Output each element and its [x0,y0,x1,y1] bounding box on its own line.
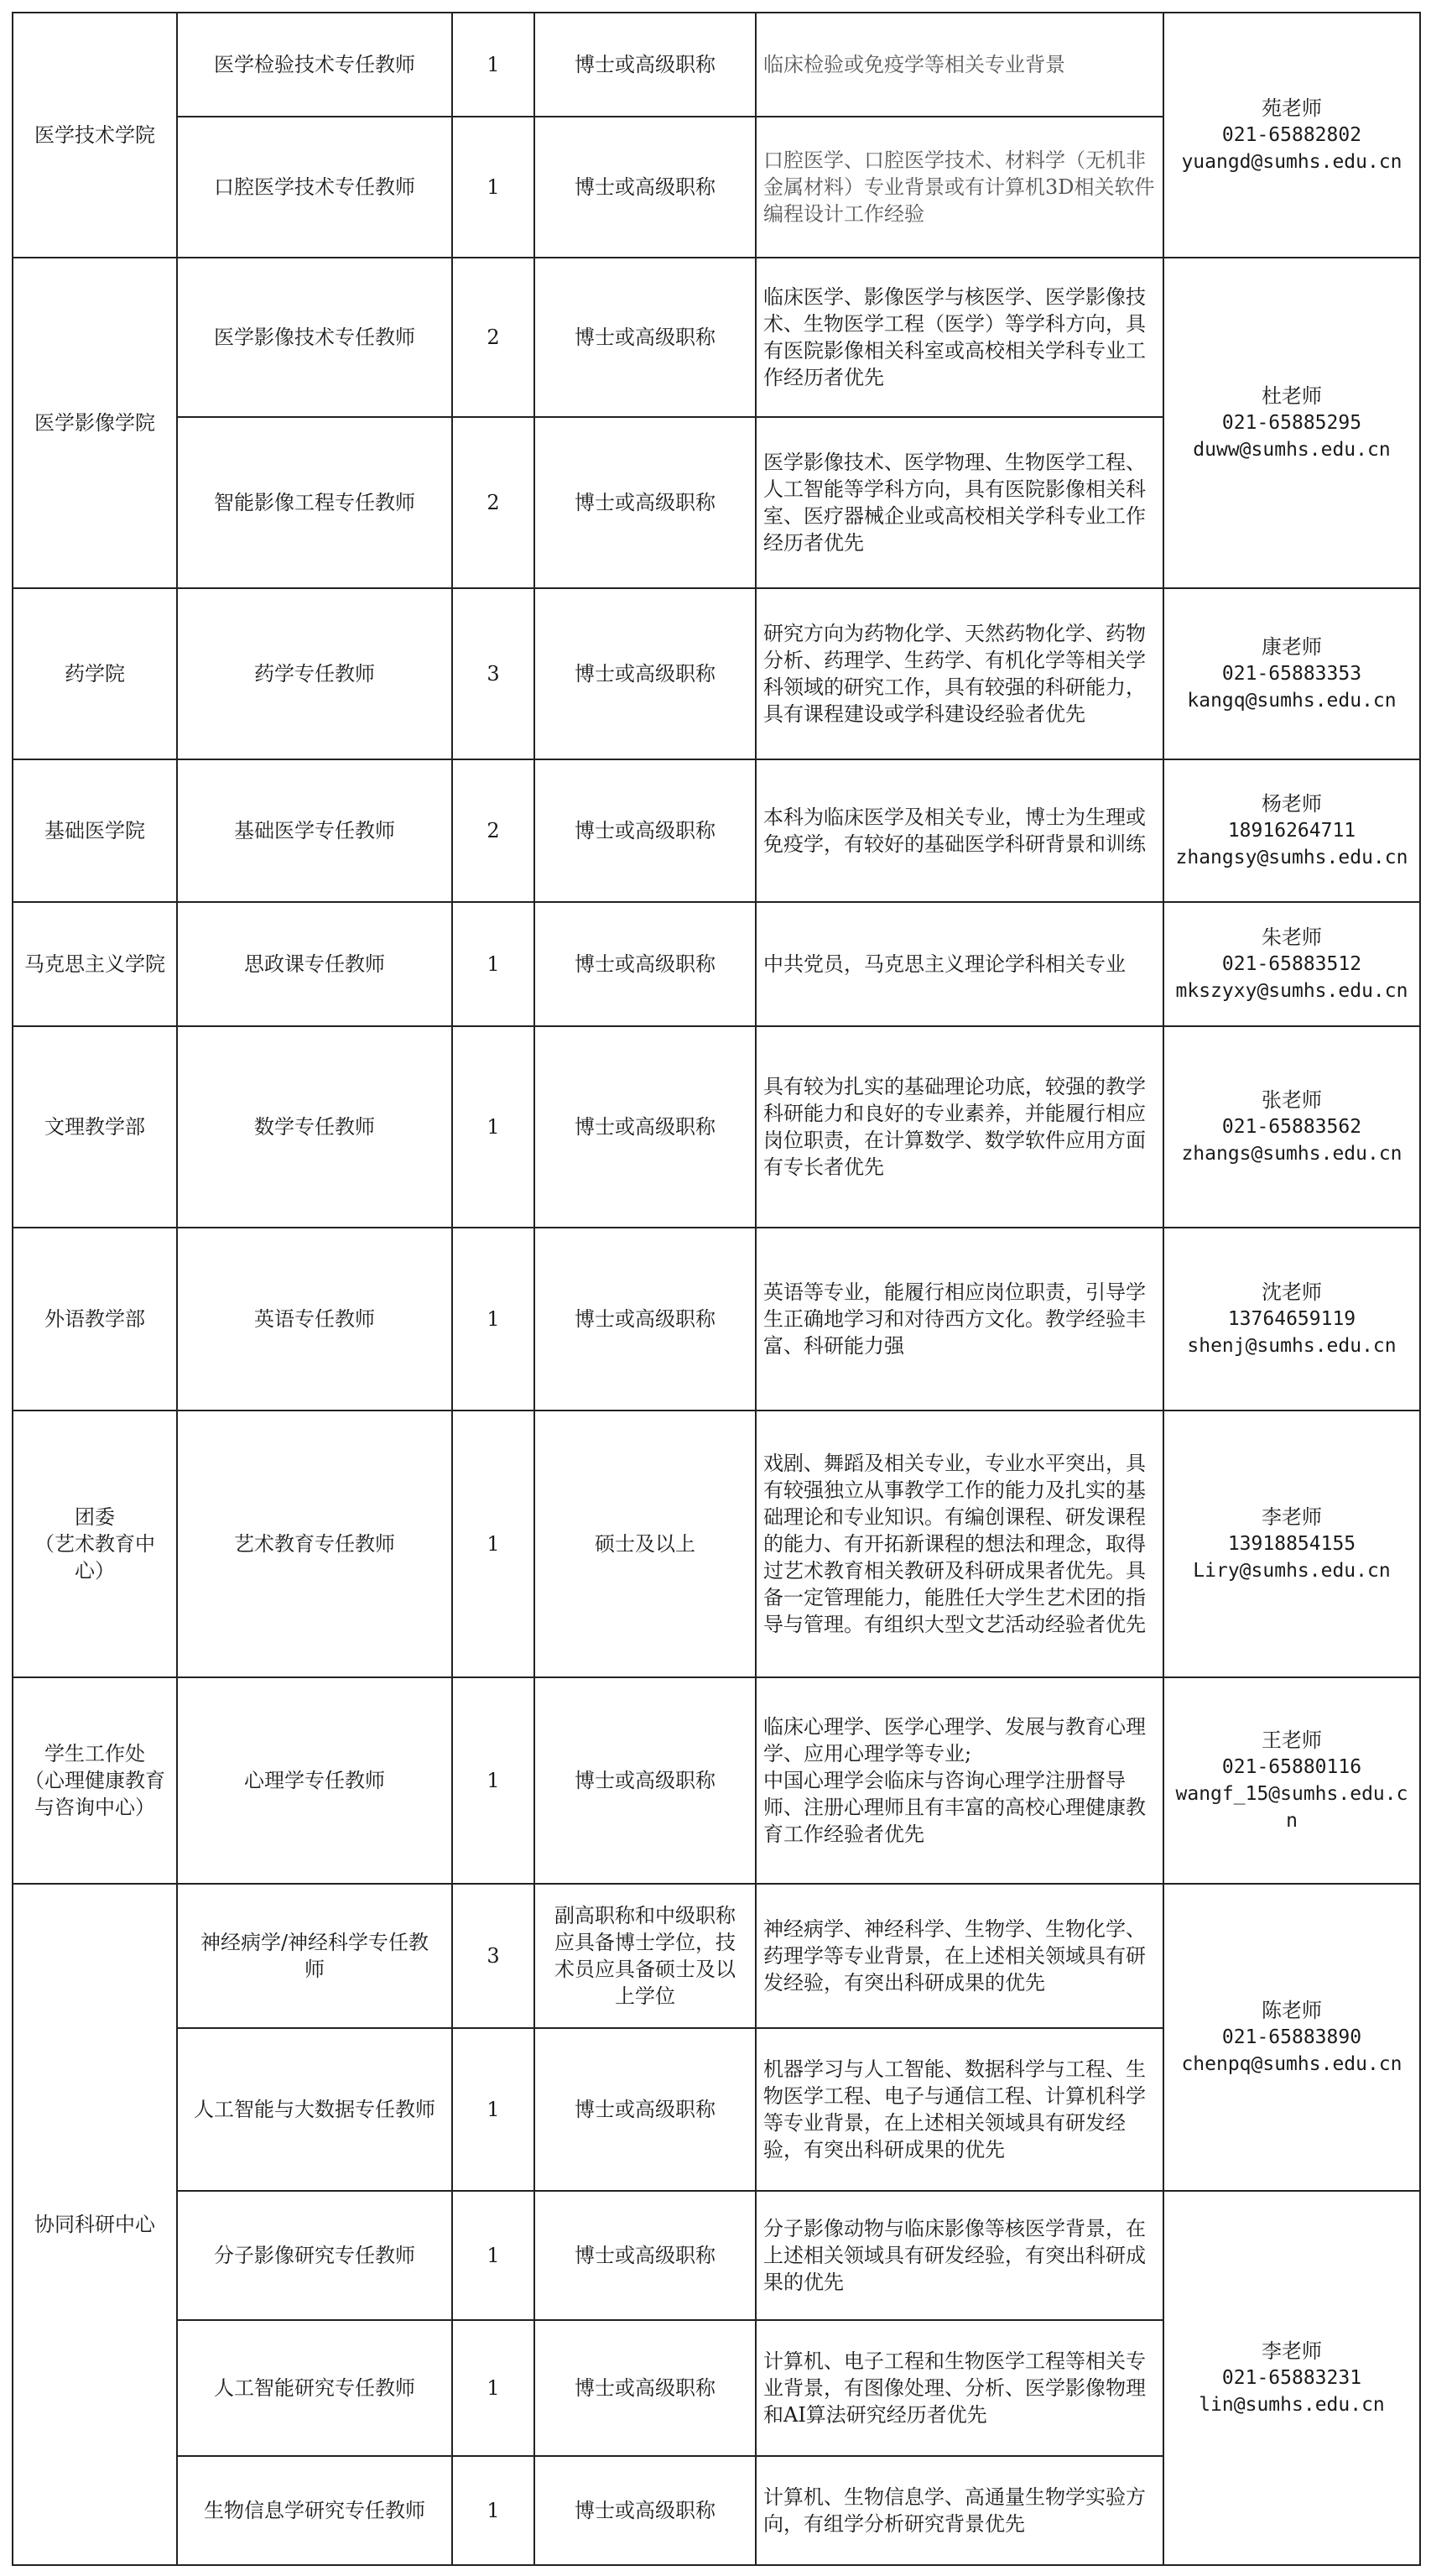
req-cell: 神经病学、神经科学、生物学、生物化学、药理学等专业背景，在上述相关领域具有研发经验，有突出科研成果的优先 [756,1884,1163,2028]
contact-phone: 021-65880116 [1221,1756,1362,1778]
req-cell: 口腔医学、口腔医学技术、材料学（无机非金属材料）专业背景或有计算机3D相关软件编程设计工作经验 [756,117,1163,258]
contact-cell [1163,258,1420,588]
qual-cell: 博士或高级职称 [534,117,756,258]
dept-cell: 基础医学院 [13,759,177,902]
qual-cell: 博士或高级职称 [534,2456,756,2565]
num-cell: 1 [452,1677,534,1884]
post-cell [177,1884,452,2028]
dept-cell: 协同科研中心 [13,1884,177,2565]
num-cell: 1 [452,117,534,258]
contact-phone: 021-65885295 [1221,412,1362,434]
qual-cell: 博士或高级职称 [534,2028,756,2191]
contact-phone: 021-65883353 [1221,663,1362,685]
contact-name: 沈老师 [1262,1280,1322,1304]
contact-cell [1163,759,1420,902]
contact-email[interactable]: yuangd@sumhs.edu.cn [1181,151,1402,173]
num-cell: 1 [452,1228,534,1411]
contact-cell [1163,1884,1420,2191]
table-row [13,258,1420,417]
req-cell: 计算机、电子工程和生物医学工程等相关专业背景，有图像处理、分析、医学影像物理和AI算法研究经历者优先 [756,2320,1163,2456]
post-cell: 口腔医学技术专任教师 [177,117,452,258]
num-cell: 3 [452,1884,534,2028]
contact-name: 杜老师 [1262,384,1322,408]
post-cell: 数学专任教师 [177,1026,452,1228]
req-cell: 戏剧、舞蹈及相关专业，专业水平突出，具有较强独立从事教学工作的能力及扎实的基础理论和专业知识。有编创课程、研发课程的能力、有开拓新课程的想法和理念，取得过艺术教育相关教研及科研成果者优先。具备一定管理能力，能胜任大学生艺术团的指导与管理。有组织大型文艺活动经验者优先 [756,1411,1163,1677]
qual-line: 副高职称和中级职称 [554,1904,736,1927]
post-cell: 生物信息学研究专任教师 [177,2456,452,2565]
contact-email[interactable]: mkszyxy@sumhs.edu.cn [1175,980,1408,1002]
contact-name: 王老师 [1262,1729,1322,1752]
qual-cell: 博士或高级职称 [534,1677,756,1884]
req-line: 中国心理学会临床与咨询心理学注册督导师、注册心理师且有丰富的高校心理健康教育工作经验者优先 [763,1769,1146,1846]
num-cell: 1 [452,1411,534,1677]
req-cell: 分子影像动物与临床影像等核医学背景，在上述相关领域具有研发经验，有突出科研成果的优先 [756,2191,1163,2320]
dept-cell [13,1411,177,1677]
post-cell: 人工智能研究专任教师 [177,2320,452,2456]
qual-cell: 博士或高级职称 [534,417,756,588]
post-line: 师 [304,1958,325,1981]
dept-cell: 医学技术学院 [13,13,177,258]
req-cell: 中共党员，马克思主义理论学科相关专业 [756,902,1163,1026]
table-row [13,759,1420,902]
contact-phone: 021-65883512 [1221,953,1362,975]
contact-cell [1163,588,1420,759]
recruitment-table [12,12,1421,2566]
qual-cell: 博士或高级职称 [534,1026,756,1228]
req-cell: 计算机、生物信息学、高通量生物学实验方向，有组学分析研究背景优先 [756,2456,1163,2565]
table-row [13,1411,1420,1677]
post-cell: 人工智能与大数据专任教师 [177,2028,452,2191]
table-row [13,1026,1420,1228]
post-cell: 英语专任教师 [177,1228,452,1411]
contact-cell [1163,1677,1420,1884]
contact-name: 杨老师 [1262,792,1322,816]
contact-email[interactable]: zhangsy@sumhs.edu.cn [1175,847,1408,868]
dept-cell: 医学影像学院 [13,258,177,588]
num-cell: 1 [452,1026,534,1228]
num-cell: 1 [452,902,534,1026]
contact-phone: 021-65882802 [1221,124,1362,146]
num-cell: 3 [452,588,534,759]
contact-email[interactable]: n [1286,1810,1298,1832]
contact-name: 陈老师 [1262,1999,1322,2022]
qual-line: 术员应具备硕士及以 [554,1958,736,1981]
post-line: 神经病学/神经科学专任教 [200,1931,429,1954]
contact-email[interactable]: kangq@sumhs.edu.cn [1187,690,1397,712]
qual-cell: 博士或高级职称 [534,2191,756,2320]
dept-line: （心理健康教育 [24,1769,165,1792]
contact-phone: 021-65883562 [1221,1116,1362,1138]
table-row [13,13,1420,117]
dept-cell: 药学院 [13,588,177,759]
contact-phone: 021-65883890 [1221,2026,1362,2048]
qual-cell: 博士或高级职称 [534,13,756,117]
req-cell: 具有较为扎实的基础理论功底，较强的教学科研能力和良好的专业素养，并能履行相应岗位职责，在计算数学、数学软件应用方面有专长者优先 [756,1026,1163,1228]
contact-name: 张老师 [1262,1088,1322,1112]
post-cell: 分子影像研究专任教师 [177,2191,452,2320]
post-cell: 智能影像工程专任教师 [177,417,452,588]
qual-cell: 博士或高级职称 [534,902,756,1026]
contact-email[interactable]: lin@sumhs.edu.cn [1199,2394,1385,2416]
contact-email[interactable]: chenpq@sumhs.edu.cn [1181,2053,1402,2075]
contact-email[interactable]: duww@sumhs.edu.cn [1193,439,1391,461]
contact-name: 朱老师 [1262,926,1322,949]
dept-cell: 文理教学部 [13,1026,177,1228]
dept-line: 与咨询中心） [34,1796,155,1819]
contact-email[interactable]: shenj@sumhs.edu.cn [1187,1335,1397,1357]
qual-cell: 硕士及以上 [534,1411,756,1677]
req-cell: 医学影像技术、医学物理、生物医学工程、人工智能等学科方向，具有医院影像相关科室、医疗器械企业或高校相关学科专业工作经历者优先 [756,417,1163,588]
dept-line: 心） [75,1559,115,1583]
num-cell: 2 [452,417,534,588]
num-cell: 2 [452,258,534,417]
table-row [13,1228,1420,1411]
contact-phone: 18916264711 [1227,820,1356,842]
num-cell: 1 [452,2320,534,2456]
table-row [13,2191,1420,2320]
dept-line: （艺术教育中 [34,1532,155,1556]
contact-cell [1163,2191,1420,2565]
dept-cell: 马克思主义学院 [13,902,177,1026]
qual-cell [534,1884,756,2028]
contact-email[interactable]: Liry@sumhs.edu.cn [1193,1560,1391,1582]
table-row [13,588,1420,759]
contact-name: 苑老师 [1262,96,1322,120]
post-cell: 艺术教育专任教师 [177,1411,452,1677]
num-cell: 1 [452,2191,534,2320]
post-cell: 基础医学专任教师 [177,759,452,902]
contact-name: 李老师 [1262,2339,1322,2363]
req-cell: 英语等专业，能履行相应岗位职责，引导学生正确地学习和对待西方文化。教学经验丰富、科研能力强 [756,1228,1163,1411]
req-cell: 研究方向为药物化学、天然药物化学、药物分析、药理学、生药学、有机化学等相关学科领域的研究工作，具有较强的科研能力，具有课程建设或学科建设经验者优先 [756,588,1163,759]
post-cell: 医学影像技术专任教师 [177,258,452,417]
req-cell: 本科为临床医学及相关专业，博士为生理或免疫学，有较好的基础医学科研背景和训练 [756,759,1163,902]
post-cell: 药学专任教师 [177,588,452,759]
req-cell: 临床医学、影像医学与核医学、医学影像技术、生物医学工程（医学）等学科方向，具有医院影像相关科室或高校相关学科专业工作经历者优先 [756,258,1163,417]
post-cell: 心理学专任教师 [177,1677,452,1884]
contact-cell [1163,902,1420,1026]
post-cell: 思政课专任教师 [177,902,452,1026]
dept-cell [13,1677,177,1884]
qual-cell: 博士或高级职称 [534,759,756,902]
contact-name: 李老师 [1262,1505,1322,1529]
qual-cell: 博士或高级职称 [534,588,756,759]
dept-line: 学生工作处 [44,1742,145,1765]
num-cell: 1 [452,2028,534,2191]
contact-name: 康老师 [1262,635,1322,659]
contact-phone: 13918854155 [1227,1533,1356,1555]
req-cell: 机器学习与人工智能、数据科学与工程、生物医学工程、电子与通信工程、计算机科学等专业背景，在上述相关领域具有研发经验，有突出科研成果的优先 [756,2028,1163,2191]
req-cell: 临床检验或免疫学等相关专业背景 [756,13,1163,117]
contact-cell [1163,1026,1420,1228]
contact-phone: 13764659119 [1227,1308,1356,1330]
num-cell: 2 [452,759,534,902]
req-cell [756,1677,1163,1884]
post-cell: 医学检验技术专任教师 [177,13,452,117]
contact-email[interactable]: zhangs@sumhs.edu.cn [1181,1143,1402,1165]
contact-cell [1163,13,1420,258]
table-row [13,1884,1420,2028]
num-cell: 1 [452,2456,534,2565]
num-cell: 1 [452,13,534,117]
qual-line: 应具备博士学位，技 [554,1931,736,1954]
contact-cell [1163,1228,1420,1411]
qual-cell: 博士或高级职称 [534,2320,756,2456]
qual-line: 上学位 [615,1984,675,2008]
contact-email[interactable]: wangf_15@sumhs.edu.c [1175,1783,1408,1805]
dept-cell: 外语教学部 [13,1228,177,1411]
qual-cell: 博士或高级职称 [534,258,756,417]
contact-cell [1163,1411,1420,1677]
req-line: 临床心理学、医学心理学、发展与教育心理学、应用心理学等专业; [763,1715,1146,1765]
table-row [13,902,1420,1026]
dept-line: 团委 [75,1505,115,1529]
qual-cell: 博士或高级职称 [534,1228,756,1411]
contact-phone: 021-65883231 [1221,2367,1362,2389]
table-row [13,1677,1420,1884]
